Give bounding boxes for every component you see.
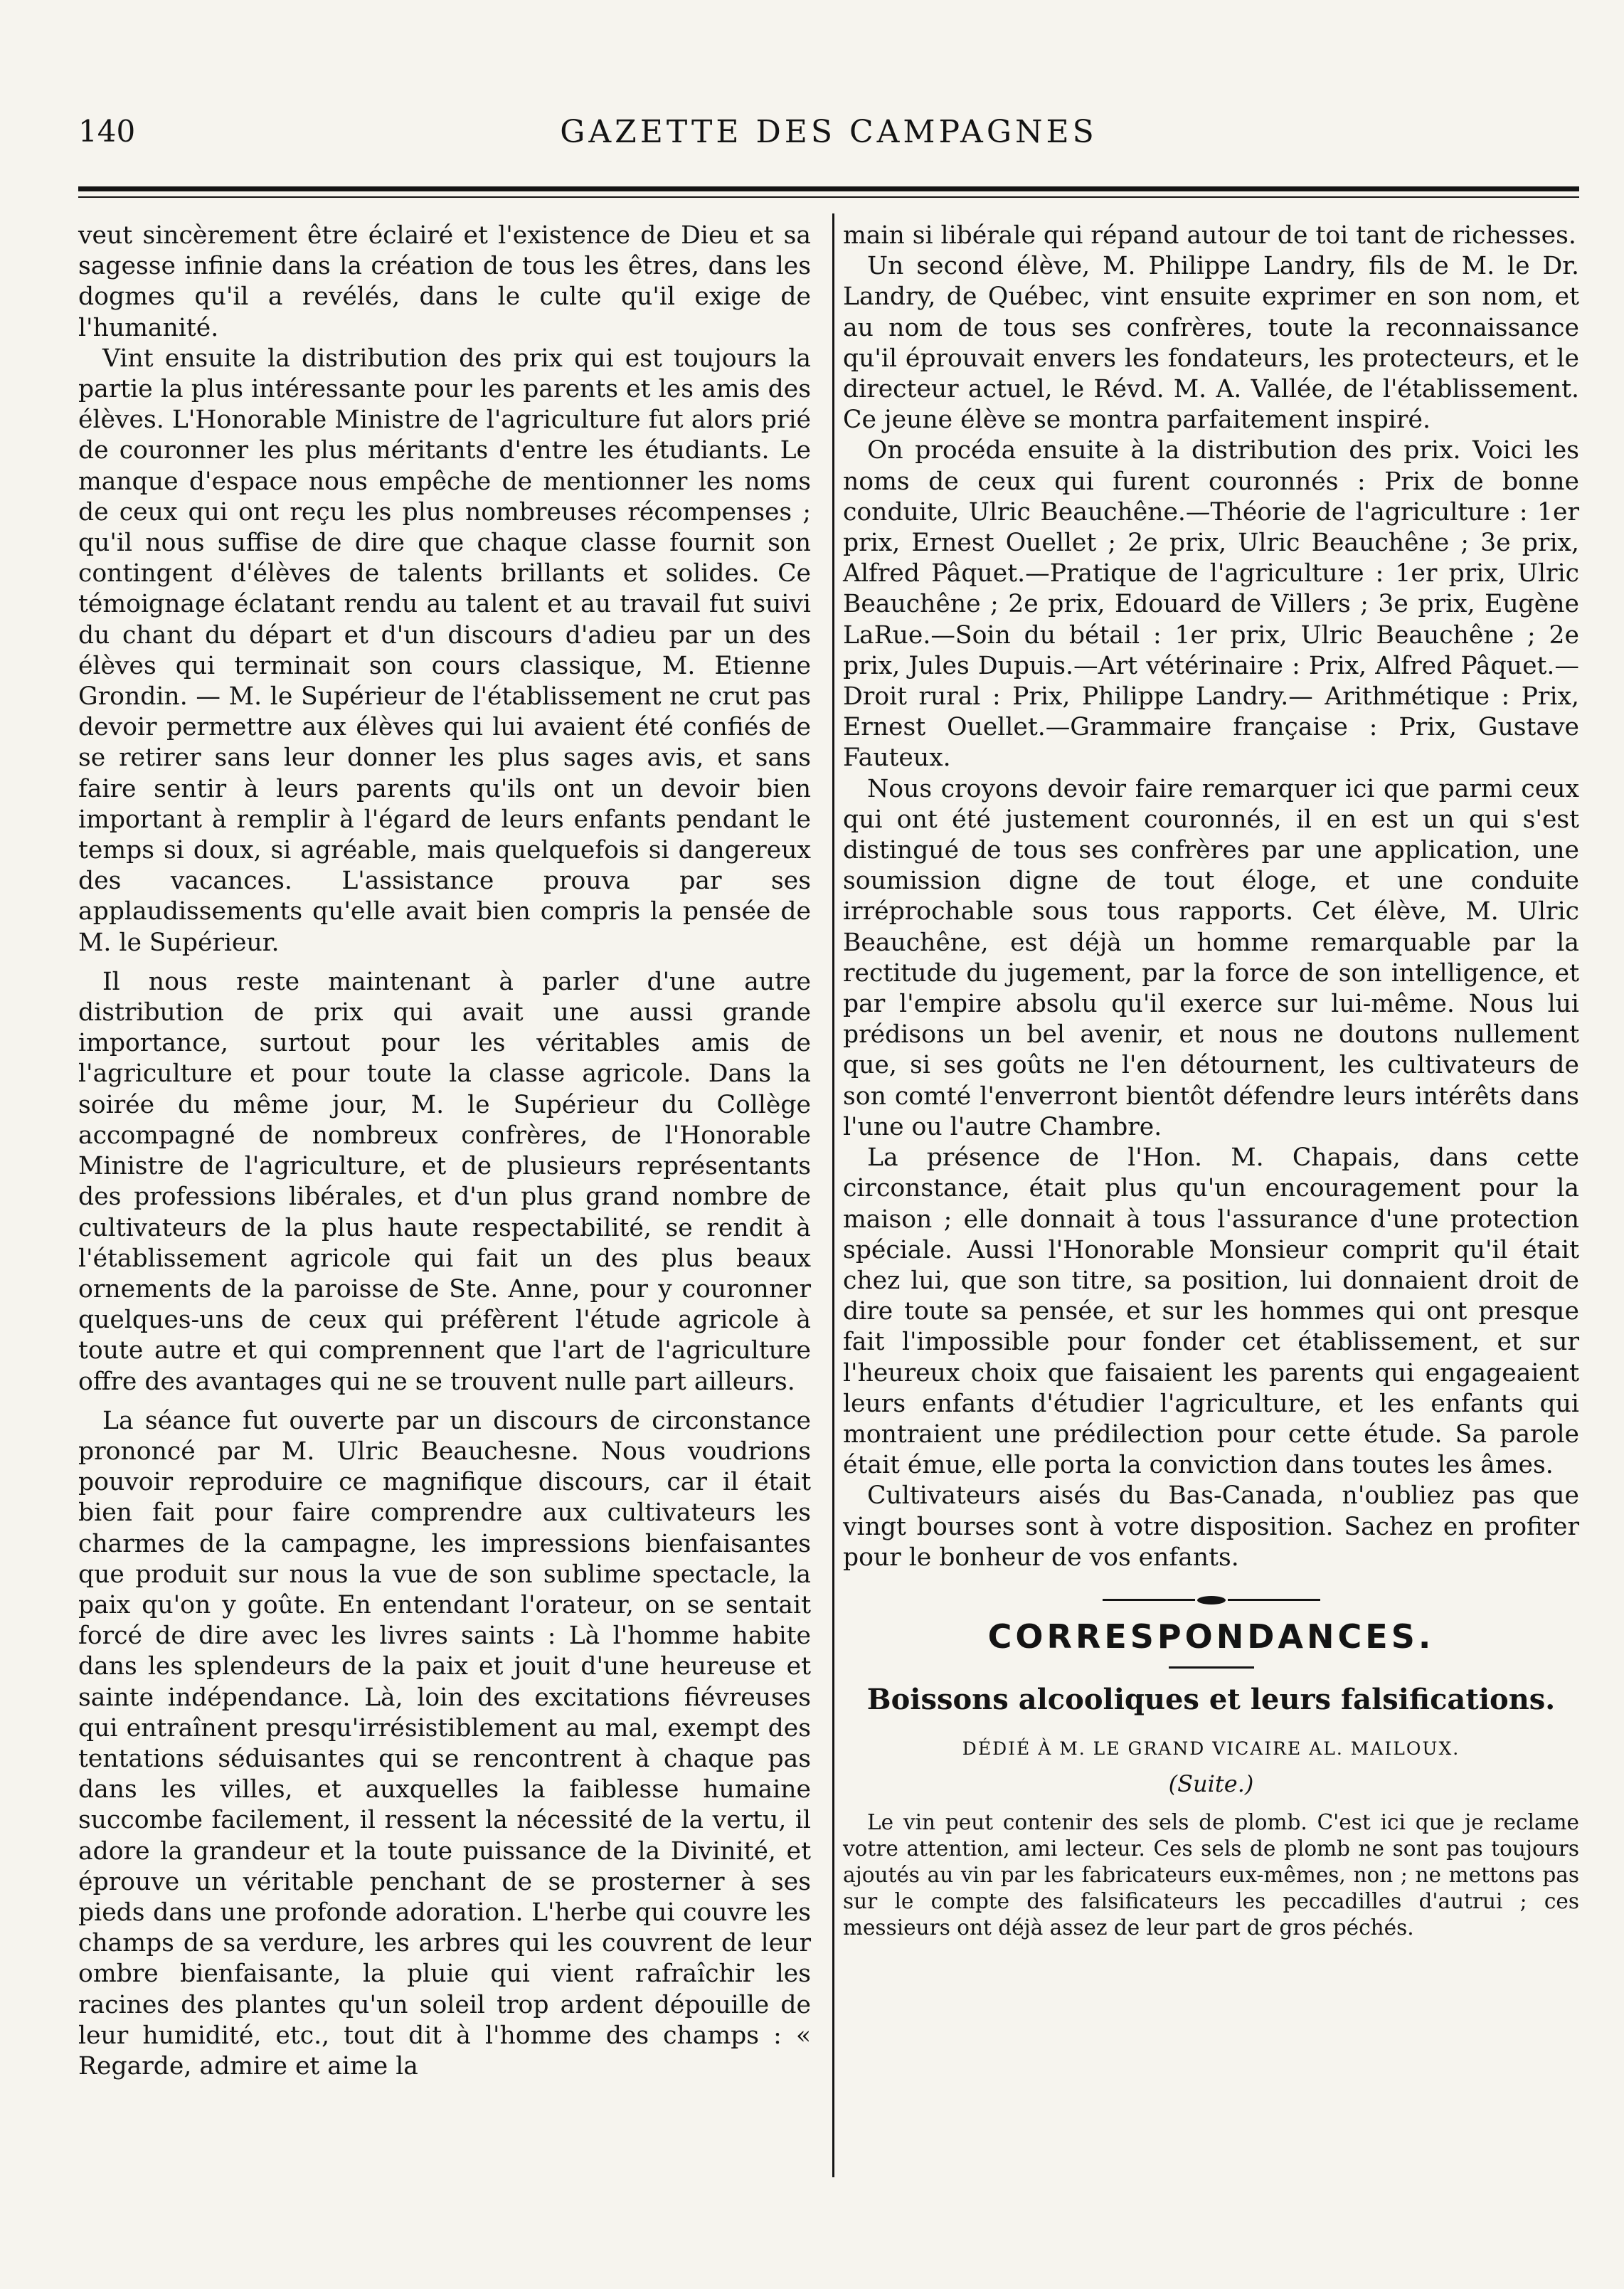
column-divider [832, 213, 834, 2177]
page-number: 140 [78, 114, 136, 149]
page-header [78, 107, 1579, 164]
article-dedication: DÉDIÉ À M. LE GRAND VICAIRE AL. MAILOUX. [962, 1738, 1460, 1760]
right-paragraph-3: On procéda ensuite à la distribution des prix. Voici les noms de ceux qui furent couronnés : Prix de bonne conduite, Ulric Beauchêne.—Théorie de l'agriculture : 1er prix, Ernest Ouellet ; 2e prix, Ulric Beauchêne ; 3e prix, Alfred Pâquet.—Pratique de l'agriculture : 1er prix, Ulric Beauchêne ; 2e prix, Edouard de Villers ; 3e prix, Eugène LaRue.—Soin du bétail : 1er prix, Ulric Beauchêne ; 2e prix, Jules Dupuis.—Art vétérinaire : Prix, Alfred Pâquet.—Droit rural : Prix, Philippe Landry.— Arithmétique : Prix, Ernest Ouellet.—Grammaire française : Prix, Gustave Fauteux. [843, 436, 1579, 773]
left-paragraph-2: Vint ensuite la distribution des prix qui est toujours la partie la plus intéressante pour les parents et les amis des élèves. L'Honorable Ministre de l'agriculture fut alors prié de couronner les plus méritants d'entre les étudiants. Le manque d'espace nous empêche de mentionner les noms de ceux qui ont reçu les plus nombreuses récompenses ; qu'il nous suffise de dire que chaque classe fournit son contingent d'élèves de talents brillants et solides. Ce témoignage éclatant rendu au talent et au travail fut suivi du chant du départ et d'un discours d'adieu par un des élèves qui terminait son cours classique, M. Etienne Grondin. — M. le Supérieur de l'établissement ne crut pas devoir permettre aux élèves qui lui avaient été confiés de se retirer sans leur donner les plus sages avis, et sans faire sentir à leurs parents qu'ils ont un devoir bien important à remplir à l'égard de leurs enfants pendant le temps si doux, si agréable, mais quelquefois si dangereux des vacances. L'assistance prouva par ses applaudissements qu'elle avait bien compris la pensée de M. le Supérieur. [78, 344, 811, 957]
right-paragraph-4: Nous croyons devoir faire remarquer ici que parmi ceux qui ont été justement couronnés, il en est un qui s'est distingué de tous ses confrères par une application, une soumission digne de tout éloge, et une conduite irréprochable sous tous rapports. Cet élève, M. Ulric Beauchêne, est déjà un homme remarquable par la rectitude du jugement, par la force de son intelligence, et par l'empire absolu qu'il exerce sur lui-même. Nous lui prédisons un bel avenir, et nous ne doutons nullement que, si ses goûts ne l'en détournent, les cultivateurs de son comté l'enverront bientôt défendre leurs intérêts dans l'une ou l'autre Chambre. [843, 774, 1579, 1141]
article-paragraph: Le vin peut contenir des sels de plomb. C'est ici que je reclame votre attention, ami lecteur. Ces sels de plomb ne sont pas toujours ajoutés au vin par les fabricateurs eux-mêmes, non ; ne mettons pas sur le compte des falsificateurs les peccadilles d'autrui ; ces messieurs ont déjà assez de leur part de gros péchés. [843, 1809, 1579, 1940]
article-title: Boissons alcooliques et leurs falsifications. [866, 1683, 1556, 1717]
article-suite: (Suite.) [1168, 1770, 1254, 1797]
left-paragraph-3: Il nous reste maintenant à parler d'une autre distribution de prix qui avait une aussi grande importance, surtout pour les véritables amis de l'agriculture et pour toute la classe agricole. Dans la soirée du même jour, M. le Supérieur du Collège accompagné de nombreux confrères, de l'Honorable Ministre de l'agriculture, et de plusieurs représentants des professions libérales, et d'un plus grand nombre de cultivateurs de la plus haute respectabilité, se rendit à l'établissement agricole qui fait un des plus beaux ornements de la paroisse de Ste. Anne, pour y couronner quelques-uns de ceux qui préfèrent l'étude agricole à toute autre et qui comprennent que l'art de l'agriculture offre des avantages qui ne se trouvent nulle part ailleurs. [78, 967, 811, 1396]
section-heading: CORRESPONDANCES. [987, 1617, 1435, 1656]
right-column [843, 221, 1579, 1941]
header-rule-thin [78, 196, 1579, 198]
section-ornament [843, 1595, 1579, 1606]
article-body [843, 1809, 1579, 1941]
right-paragraph-1: main si libérale qui répand autour de toi tant de richesses. [843, 221, 1576, 250]
section-rule [1169, 1666, 1254, 1669]
left-paragraph-1: veut sincèrement être éclairé et l'existence de Dieu et sa sagesse infinie dans la création de tous les êtres, dans les dogmes qu'il a revélés, dans le culte qu'il exige de l'humanité. [78, 221, 811, 342]
header-rule-thick [78, 186, 1579, 191]
right-paragraph-2: Un second élève, M. Philippe Landry, fils de M. le Dr. Landry, de Québec, vint ensuite exprimer en son nom, et au nom de tous ses confrères, toute la reconnaissance qu'il éprouvait envers les fondateurs, les protecteurs, et le directeur actuel, le Révd. M. A. Vallée, de l'établissement. Ce jeune élève se montra parfaitement inspiré. [843, 252, 1579, 435]
publication-title: GAZETTE DES CAMPAGNES [560, 114, 1098, 150]
left-paragraph-4: La séance fut ouverte par un discours de circonstance prononcé par M. Ulric Beauchesne. Nous voudrions pouvoir reproduire ce magnifique discours, car il était bien fait pour faire comprendre aux cultivateurs les charmes de la campagne, les impressions bienfaisantes que produit sur nous la vue de son sublime spectacle, la paix qu'on y goûte. En entendant l'orateur, on se sentait forcé de dire avec les livres saints : Là l'homme habite dans les splendeurs de la paix et jouit d'une heureuse et sainte indépendance. Là, loin des excitations fiévreuses qui entraînent presqu'irrésistiblement au mal, exempt des tentations séduisantes qui se rencontrent à chaque pas dans les villes, et auxquelles la faiblesse humaine succombe facilement, il ressent la nécessité de la vertu, il adore la grandeur et la toute puissance de la Divinité, et éprouve un véritable penchant de se prosterner à ses pieds dans une profonde adoration. L'herbe qui couvre les champs de sa verdure, les arbres qui les couvrent de leur ombre bienfaisante, la pluie qui vient rafraîchir les racines des plantes qu'un soleil trop ardent dépouille de leur humidité, etc., tout dit à l'homme des champs : « Regarde, admire et aime la [78, 1406, 811, 2081]
left-column [78, 221, 811, 2082]
right-paragraph-5: La présence de l'Hon. M. Chapais, dans cette circonstance, était plus qu'un encouragement pour la maison ; elle donnait à tous l'assurance d'une protection spéciale. Aussi l'Honorable Monsieur comprit qu'il était chez lui, que son titre, sa position, lui donnaient droit de dire toute sa pensée, et sur les hommes qui ont presque fait l'impossible pour fonder cet établissement, et sur l'heureux choix que faisaient les parents qui engageaient leurs enfants d'étudier l'agriculture, et les enfants qui montraient une prédilection pour cette étude. Sa parole était émue, elle porta la conviction dans toutes les âmes. [843, 1143, 1579, 1480]
right-paragraph-6: Cultivateurs aisés du Bas-Canada, n'oubliez pas que vingt bourses sont à votre disposition. Sachez en profiter pour le bonheur de vos enfants. [843, 1481, 1579, 1572]
